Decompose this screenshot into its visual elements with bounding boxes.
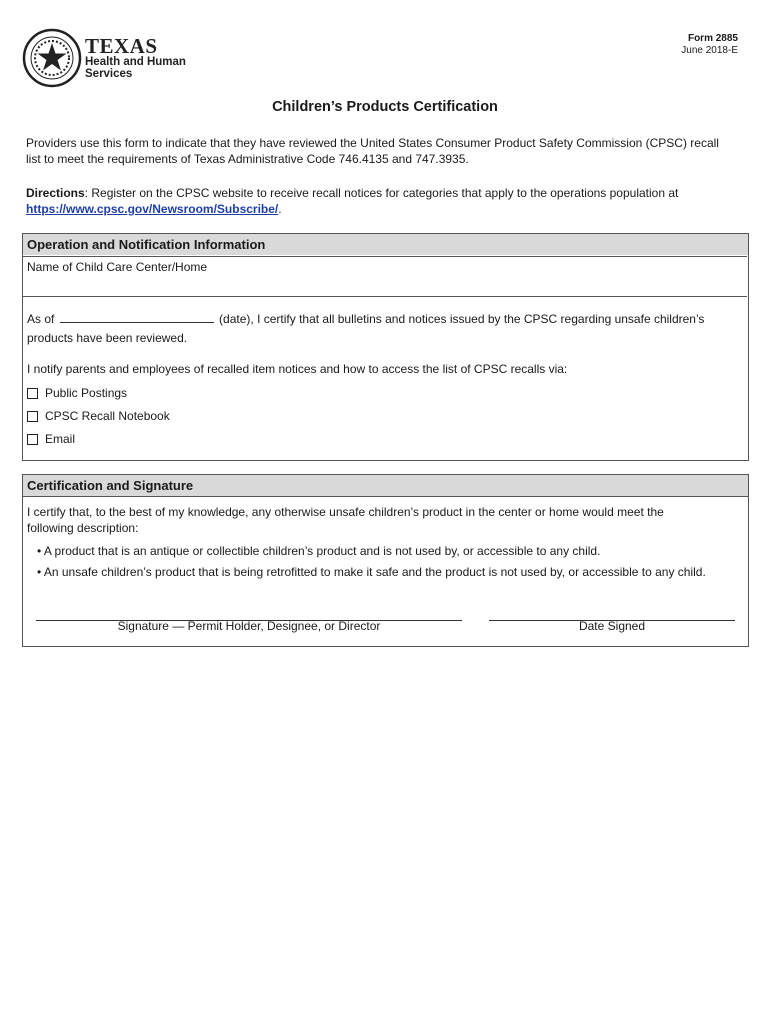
signature-label: Signature — Permit Holder, Designee, or Director <box>117 619 381 633</box>
logo-title: TEXAS <box>85 34 158 58</box>
email-checkbox[interactable] <box>27 434 38 445</box>
texas-seal-icon <box>22 28 82 88</box>
as-of-label: As of <box>27 312 55 326</box>
bullet-retrofitted-product: • An unsafe children’s product that is being retrofitted to make it safe and the product is not used by, or accessible to any child. <box>37 565 706 579</box>
directions-paragraph <box>26 185 736 217</box>
certify-text-continued: products have been reviewed. <box>27 331 188 345</box>
option-label: Email <box>45 432 76 446</box>
section-heading-operation: Operation and Notification Information <box>23 234 748 255</box>
directions-end: . <box>278 202 282 216</box>
intro-paragraph: Providers use this form to indicate that they have reviewed the United States Consumer Product Safety Commission (CPSC) recall list to meet the requirements of Texas Administrative Code 746.4135 and 747.3935. <box>26 136 719 166</box>
option-public-postings[interactable] <box>27 386 127 400</box>
bullet-antique-product: • A product that is an antique or collectible children’s product and is not used by, or accessible to any child. <box>37 544 601 558</box>
form-identifier <box>681 33 738 57</box>
date-signed-label: Date Signed <box>578 619 646 633</box>
notify-text: I notify parents and employees of recalled item notices and how to access the list of CPSC recalls via: <box>27 362 568 376</box>
cpsc-subscribe-link[interactable]: https://www.cpsc.gov/Newsroom/Subscribe/ <box>26 202 279 216</box>
page-title: Children’s Products Certification <box>272 99 498 115</box>
option-cpsc-recall-notebook[interactable] <box>27 409 170 423</box>
logo-subtitle-2: Services <box>85 68 133 80</box>
certify-knowledge-text-2: following description: <box>27 521 139 535</box>
center-name-field[interactable] <box>23 256 747 297</box>
logo-subtitle-1: Health and Human <box>85 56 186 68</box>
certify-text: (date), I certify that all bulletins and notices issued by the CPSC regarding unsafe children’s <box>219 312 705 326</box>
public-postings-checkbox[interactable] <box>27 388 38 399</box>
option-email[interactable] <box>27 432 75 446</box>
certification-signature-section <box>22 474 749 647</box>
operation-notification-section <box>22 233 749 461</box>
date-input-line[interactable] <box>60 310 214 323</box>
certify-date-line <box>27 310 704 327</box>
center-name-label: Name of Child Care Center/Home <box>27 260 208 274</box>
directions-label: Directions <box>26 186 85 200</box>
recall-notebook-checkbox[interactable] <box>27 411 38 422</box>
form-number: Form 2885 <box>687 33 738 44</box>
form-date: June 2018-E <box>681 45 738 56</box>
directions-text: : Register on the CPSC website to receive recall notices for categories that apply to the operations population at <box>84 186 679 200</box>
certify-knowledge-text: I certify that, to the best of my knowledge, any otherwise unsafe children’s product in the center or home would meet the <box>27 505 664 519</box>
section-heading-certification: Certification and Signature <box>23 475 748 497</box>
texas-hhs-logo <box>22 28 202 92</box>
option-label: CPSC Recall Notebook <box>45 409 170 423</box>
option-label: Public Postings <box>45 386 128 400</box>
